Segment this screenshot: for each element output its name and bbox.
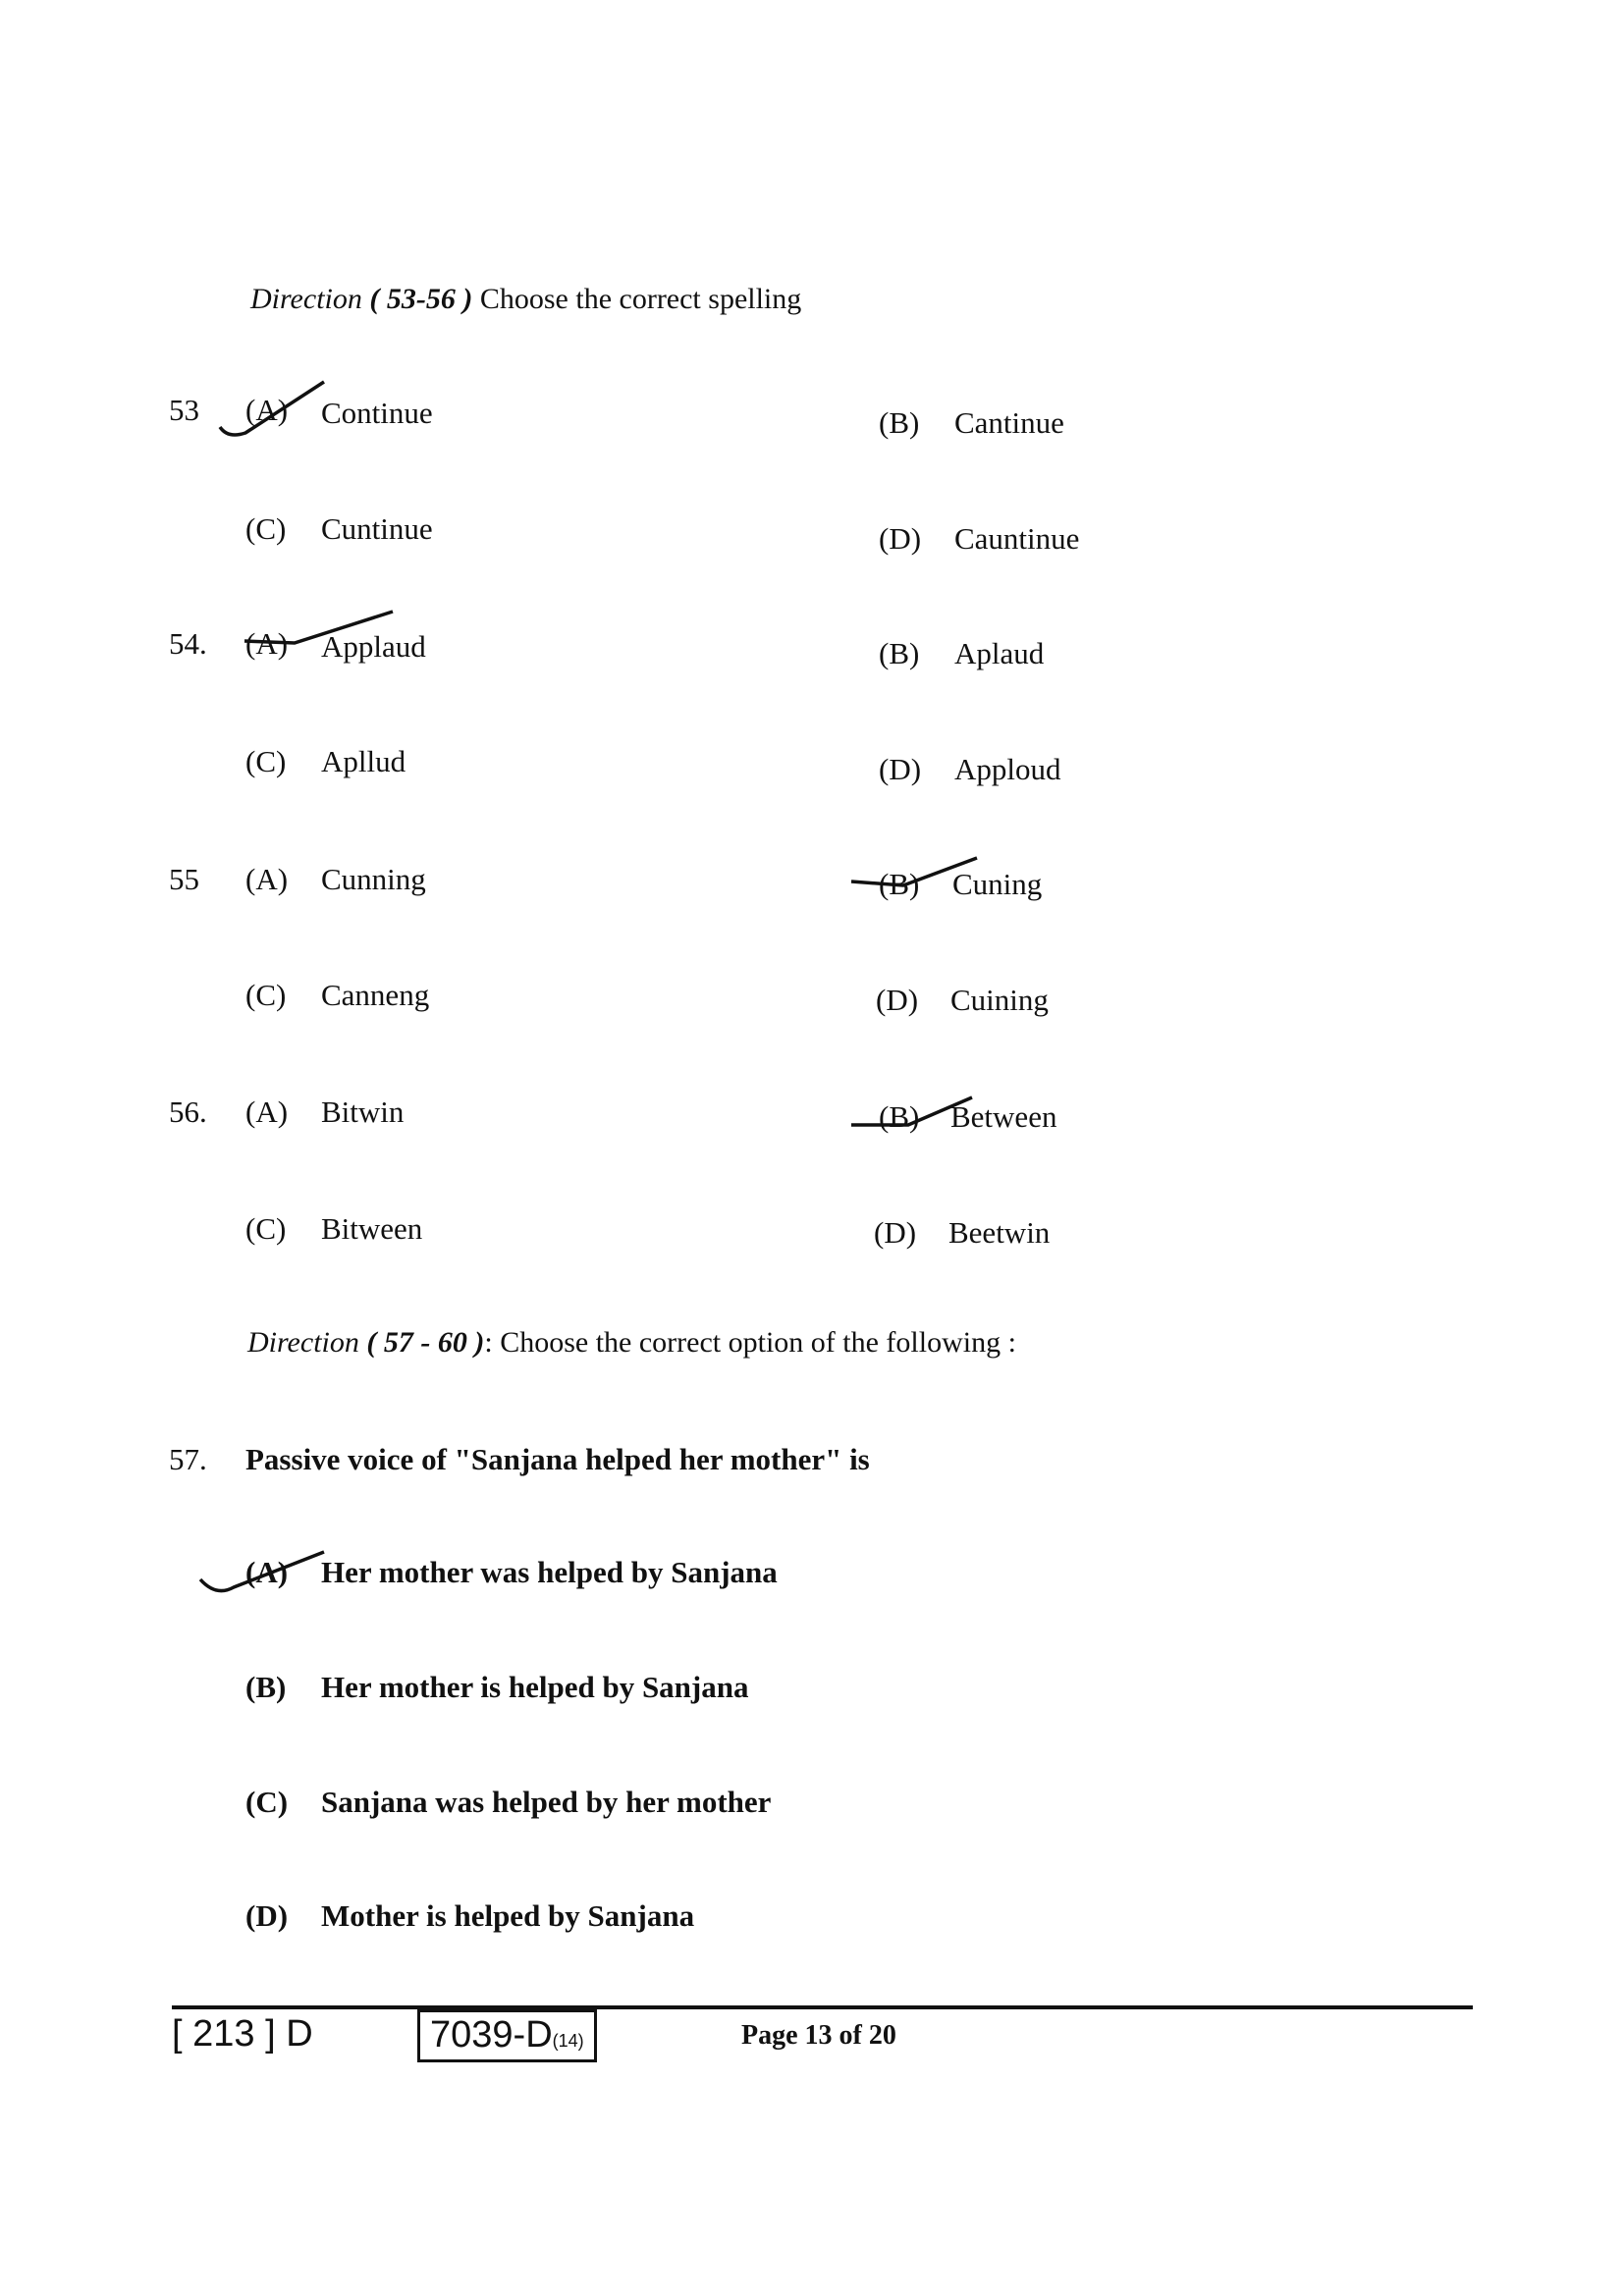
option-text: Mother is helped by Sanjana: [321, 1898, 695, 1933]
direction-label: Direction: [247, 1326, 359, 1359]
question-number: 53: [169, 393, 199, 427]
footer-set: [ 213 ] D: [172, 2013, 313, 2055]
option-label: (A): [245, 1095, 289, 1129]
option-label: (D): [876, 983, 919, 1017]
option-text: Between: [950, 1099, 1057, 1134]
option-text: Apllud: [321, 744, 406, 778]
page-number: Page 13 of 20: [741, 2020, 896, 2051]
option-text: Bitween: [321, 1211, 423, 1246]
direction-range: ( 57 - 60 ): [366, 1326, 485, 1359]
direction-53-56: [250, 285, 801, 314]
direction-label: Direction: [250, 283, 362, 315]
question-number: 56.: [169, 1095, 207, 1129]
option-label: (B): [879, 636, 920, 670]
option-text: Cuining: [950, 983, 1049, 1017]
tick-mark-icon: [849, 852, 987, 911]
option-text: Cuning: [952, 867, 1043, 901]
option-text: Sanjana was helped by her mother: [321, 1785, 772, 1819]
question-number: 54.: [169, 626, 207, 661]
option-text: Her mother was helped by Sanjana: [321, 1555, 778, 1589]
option-label: (A): [245, 626, 289, 661]
footer-rule: [172, 2005, 1473, 2009]
option-label: (B): [879, 867, 920, 901]
direction-text: : Choose the correct option of the following :: [484, 1326, 1016, 1359]
direction-range: ( 53-56 ): [369, 283, 473, 315]
option-text: Cauntinue: [954, 521, 1080, 556]
code-subscript: (14): [552, 2031, 584, 2051]
direction-text: Choose the correct spelling: [479, 283, 802, 315]
tick-mark-icon: [241, 604, 398, 663]
question-number: 57.: [169, 1442, 207, 1476]
option-text: Canneng: [321, 978, 430, 1012]
option-text: Cantinue: [954, 405, 1064, 440]
option-label: (A): [245, 862, 289, 896]
option-text: Cuntinue: [321, 511, 433, 546]
option-label: (D): [874, 1215, 917, 1250]
footer-code: [417, 2009, 597, 2062]
tick-mark-icon: [849, 1090, 987, 1139]
code-text: 7039-D: [430, 2014, 553, 2056]
option-label: (D): [879, 752, 922, 786]
option-label: (A): [245, 1555, 289, 1589]
option-text: Beetwin: [948, 1215, 1051, 1250]
option-label: (A): [245, 393, 289, 427]
option-label: (D): [245, 1898, 289, 1933]
option-text: Applоud: [954, 752, 1061, 786]
option-label: (C): [245, 978, 287, 1012]
option-label: (C): [245, 511, 287, 546]
option-text: Cunning: [321, 862, 426, 896]
direction-57-60: [247, 1328, 1016, 1358]
option-label: (C): [245, 1211, 287, 1246]
option-label: (C): [245, 744, 287, 778]
option-label: (B): [879, 1099, 920, 1134]
tick-mark-icon: [216, 378, 334, 456]
question-number: 55: [169, 862, 199, 896]
option-text: Her mother is helped by Sanjana: [321, 1670, 749, 1704]
question-stem: Passive voice of "Sanjana helped her mother" is: [245, 1442, 870, 1476]
option-label: (B): [245, 1670, 287, 1704]
option-text: Aplaud: [954, 636, 1045, 670]
option-text: Continue: [321, 396, 433, 430]
option-label: (C): [245, 1785, 289, 1819]
option-text: Bitwin: [321, 1095, 405, 1129]
option-label: (B): [879, 405, 920, 440]
option-text: Applaud: [321, 629, 426, 664]
tick-mark-icon: [196, 1546, 334, 1605]
option-label: (D): [879, 521, 922, 556]
